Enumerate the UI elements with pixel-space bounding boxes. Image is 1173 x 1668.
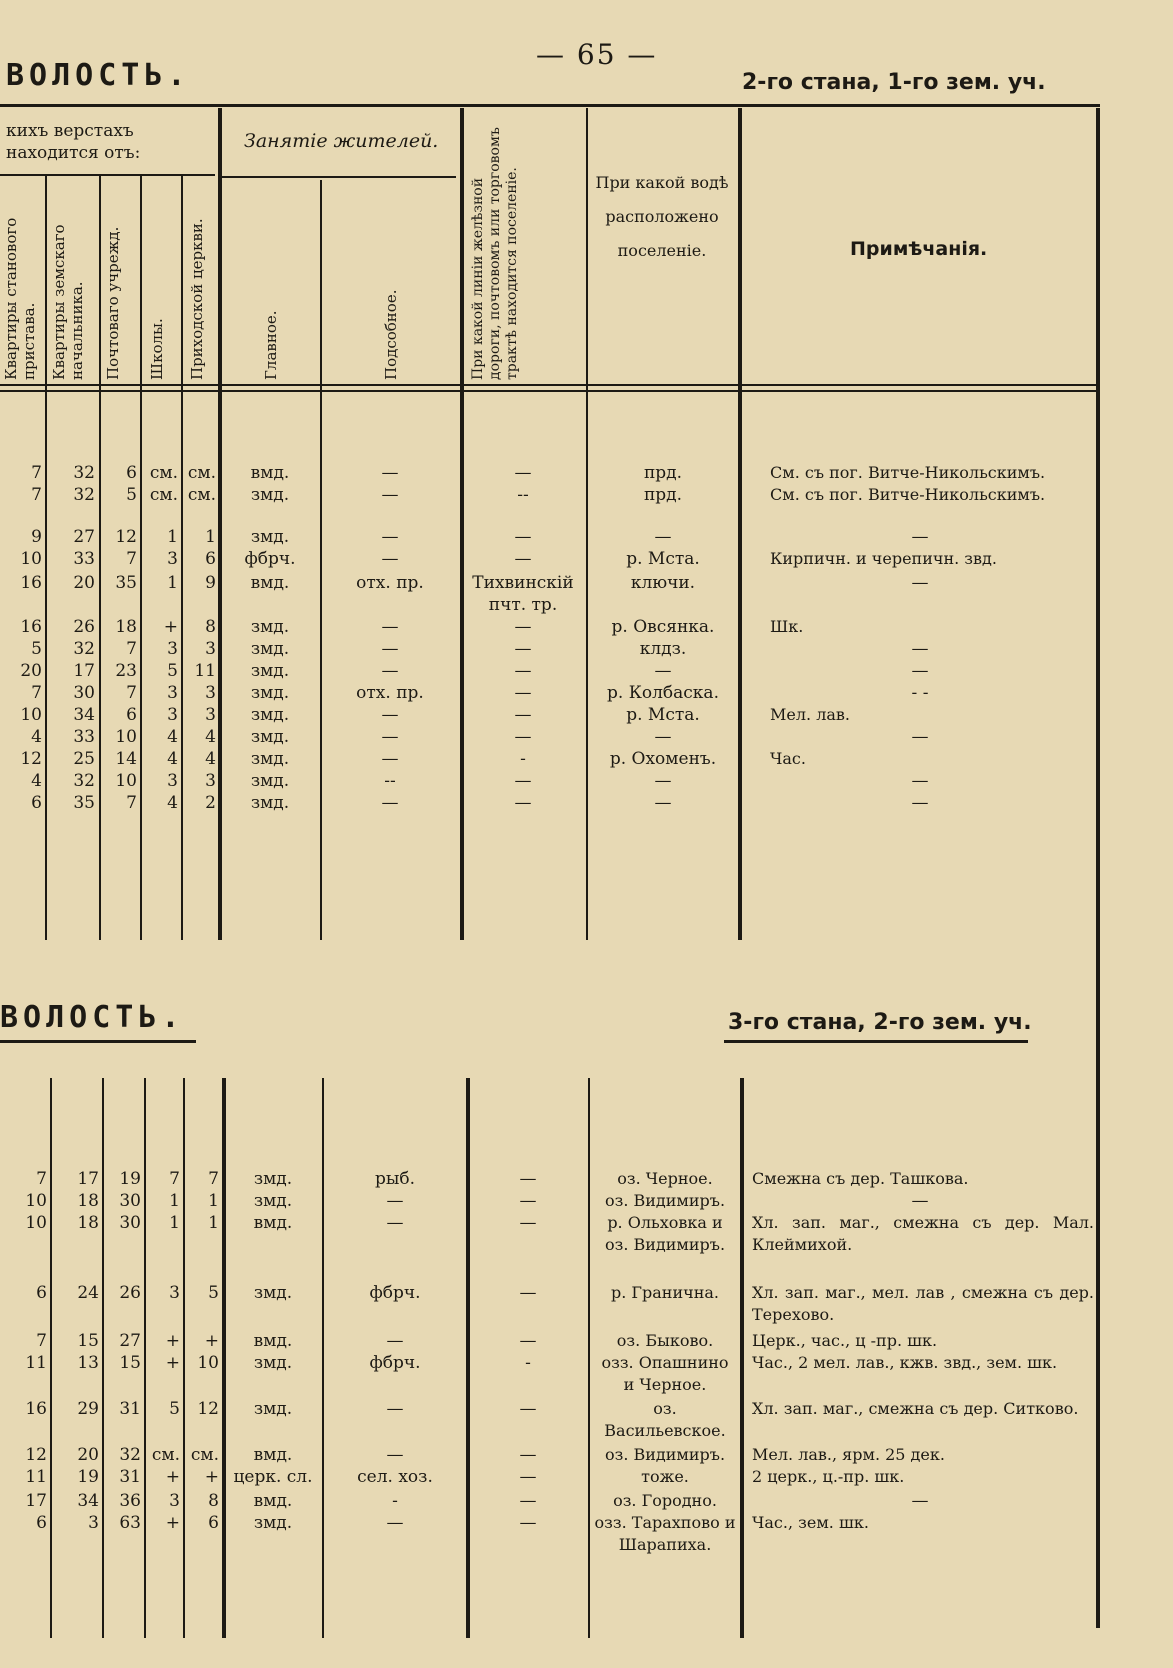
cell-stanovoy: 17 bbox=[25, 1491, 47, 1511]
cell-aux: — bbox=[381, 639, 399, 659]
cell-main: змд. bbox=[250, 683, 290, 703]
cell-post: 30 bbox=[119, 1191, 141, 1211]
cell-church: 10 bbox=[197, 1353, 219, 1373]
col-post-header: Почтоваго учрежд. bbox=[104, 226, 122, 380]
cell-school: 1 bbox=[167, 573, 178, 593]
cell-aux: — bbox=[381, 749, 399, 769]
cell-church: 1 bbox=[208, 1213, 219, 1233]
cell-main: змд. bbox=[253, 1353, 293, 1373]
cell-zemsky: 32 bbox=[73, 463, 95, 483]
cell-zemsky: 17 bbox=[77, 1169, 99, 1189]
cell-post: 36 bbox=[119, 1491, 141, 1511]
cell-water: ключи. bbox=[630, 573, 696, 593]
cell-aux: — bbox=[381, 793, 399, 813]
cell-zemsky: 27 bbox=[73, 527, 95, 547]
col-stanovoy-header: Квартиры станового пристава. bbox=[2, 217, 38, 380]
cell-stanovoy: 10 bbox=[20, 549, 42, 569]
cell-note: Хл. зап. маг., мел. лав , смежна съ дер. Терехово. bbox=[752, 1283, 1094, 1324]
cell-post: 10 bbox=[115, 771, 137, 791]
cell-aux: — bbox=[381, 527, 399, 547]
cell-post: 19 bbox=[119, 1169, 141, 1189]
cell-stanovoy: 7 bbox=[36, 1331, 47, 1351]
cell-road: — bbox=[514, 527, 532, 547]
cell-aux: сел. хоз. bbox=[357, 1467, 433, 1487]
cell-main: змд. bbox=[250, 617, 290, 637]
cell-note: Мел. лав. bbox=[770, 705, 850, 724]
cell-school: 4 bbox=[167, 727, 178, 747]
cell-road: — bbox=[514, 661, 532, 681]
cell-zemsky: 19 bbox=[77, 1467, 99, 1487]
cell-main: змд. bbox=[253, 1399, 293, 1419]
cell-note: — bbox=[911, 793, 929, 813]
cell-road: Тихвинскій пчт. тр. bbox=[472, 573, 574, 615]
cell-water: оз. Черное. bbox=[617, 1169, 713, 1188]
cell-note: Час., 2 мел. лав., кжв. звд., зем. шк. bbox=[752, 1353, 1058, 1372]
cell-school: 5 bbox=[169, 1399, 180, 1419]
vrule bbox=[460, 108, 464, 940]
cell-school: 1 bbox=[167, 527, 178, 547]
cell-aux: фбрч. bbox=[369, 1353, 421, 1373]
cell-zemsky: 32 bbox=[73, 771, 95, 791]
cell-school: 4 bbox=[167, 749, 178, 769]
cell-note: 2 церк., ц.-пр. шк. bbox=[752, 1467, 905, 1486]
section1-rule bbox=[0, 104, 1100, 107]
cell-main: змд. bbox=[253, 1283, 293, 1303]
col-school-header: Школы. bbox=[148, 318, 166, 380]
cell-stanovoy: 7 bbox=[36, 1169, 47, 1189]
cell-aux: — bbox=[381, 549, 399, 569]
cell-road: — bbox=[514, 549, 532, 569]
cell-church: 7 bbox=[208, 1169, 219, 1189]
cell-zemsky: 30 bbox=[73, 683, 95, 703]
cell-note: — bbox=[911, 727, 929, 747]
cell-church: 11 bbox=[194, 661, 216, 681]
header-bottom-rule-2 bbox=[0, 390, 1100, 392]
cell-post: 15 bbox=[119, 1353, 141, 1373]
cell-aux: -- bbox=[384, 771, 396, 791]
cell-note: Церк., час., ц -пр. шк. bbox=[752, 1331, 938, 1350]
cell-water: прд. bbox=[643, 463, 683, 483]
cell-church: 8 bbox=[205, 617, 216, 637]
cell-main: змд. bbox=[250, 661, 290, 681]
cell-water: р. Ольховка и оз. Видимиръ. bbox=[604, 1213, 726, 1254]
cell-water: озз. Опашнино и Черное. bbox=[601, 1353, 729, 1394]
cell-road: — bbox=[519, 1513, 537, 1533]
cell-church: 9 bbox=[205, 573, 216, 593]
occupation-group-title: Занятіе жителей. bbox=[244, 130, 439, 152]
cell-school: 7 bbox=[169, 1169, 180, 1189]
cell-road: — bbox=[519, 1283, 537, 1303]
cell-note: — bbox=[911, 1491, 929, 1511]
section2-title-rule bbox=[0, 1040, 196, 1043]
section2-subtitle: 3-го стана, 2-го зем. уч. bbox=[728, 1010, 1032, 1035]
cell-water: оз. Городно. bbox=[613, 1491, 717, 1510]
cell-note: Хл. зап. маг., смежна съ дер. Ситково. bbox=[752, 1399, 1079, 1418]
cell-main: змд. bbox=[253, 1191, 293, 1211]
cell-main: змд. bbox=[253, 1513, 293, 1533]
cell-water: р. Мста. bbox=[626, 549, 700, 569]
cell-church: + bbox=[204, 1467, 219, 1487]
cell-note: Кирпичн. и черепичн. звд. bbox=[770, 549, 997, 568]
section2-subtitle-rule bbox=[724, 1040, 1028, 1043]
cell-note: — bbox=[911, 573, 929, 593]
cell-stanovoy: 9 bbox=[31, 527, 42, 547]
cell-post: 7 bbox=[126, 549, 137, 569]
cell-road: — bbox=[514, 463, 532, 483]
vrule bbox=[586, 108, 588, 940]
cell-water: — bbox=[654, 727, 672, 747]
cell-note: Шк. bbox=[770, 617, 804, 636]
cell-stanovoy: 10 bbox=[25, 1213, 47, 1233]
cell-church: 3 bbox=[205, 705, 216, 725]
cell-water: оз. Быково. bbox=[616, 1331, 714, 1350]
cell-church: 3 bbox=[205, 639, 216, 659]
cell-zemsky: 20 bbox=[73, 573, 95, 593]
cell-church: 6 bbox=[208, 1513, 219, 1533]
cell-church: 4 bbox=[205, 727, 216, 747]
cell-note: — bbox=[911, 527, 929, 547]
cell-note: Час., зем. шк. bbox=[752, 1513, 869, 1532]
cell-church: 3 bbox=[205, 771, 216, 791]
cell-aux: отх. пр. bbox=[356, 573, 424, 593]
col-main-header: Главное. bbox=[262, 310, 280, 380]
vrule bbox=[45, 176, 47, 940]
cell-main: змд. bbox=[250, 639, 290, 659]
cell-school: см. bbox=[149, 463, 178, 483]
cell-note: См. съ пог. Витче-Никольскимъ. bbox=[770, 463, 1046, 482]
cell-main: змд. bbox=[250, 771, 290, 791]
cell-main: вмд. bbox=[253, 1331, 293, 1351]
cell-main: вмд. bbox=[250, 573, 290, 593]
cell-note: — bbox=[911, 661, 929, 681]
cell-post: 63 bbox=[119, 1513, 141, 1533]
cell-aux: отх. пр. bbox=[356, 683, 424, 703]
cell-school: см. bbox=[151, 1445, 180, 1465]
cell-water: р. Охоменъ. bbox=[609, 749, 717, 769]
cell-post: 23 bbox=[115, 661, 137, 681]
cell-stanovoy: 16 bbox=[20, 573, 42, 593]
cell-water: оз. Видимиръ. bbox=[604, 1191, 726, 1210]
cell-stanovoy: 11 bbox=[25, 1353, 47, 1373]
cell-water: — bbox=[654, 793, 672, 813]
cell-church: 12 bbox=[197, 1399, 219, 1419]
cell-aux: — bbox=[381, 705, 399, 725]
cell-post: 7 bbox=[126, 793, 137, 813]
cell-road: — bbox=[519, 1445, 537, 1465]
cell-stanovoy: 20 bbox=[20, 661, 42, 681]
cell-road: — bbox=[519, 1191, 537, 1211]
cell-post: 12 bbox=[115, 527, 137, 547]
cell-stanovoy: 7 bbox=[31, 463, 42, 483]
cell-note: Хл. зап. маг., смежна съ дер. Мал. Клеймихой. bbox=[752, 1213, 1094, 1254]
cell-stanovoy: 5 bbox=[31, 639, 42, 659]
cell-main: вмд. bbox=[253, 1213, 293, 1233]
cell-aux: — bbox=[381, 463, 399, 483]
cell-zemsky: 17 bbox=[73, 661, 95, 681]
cell-water: р. Мста. bbox=[626, 705, 700, 725]
cell-zemsky: 18 bbox=[77, 1213, 99, 1233]
cell-main: змд. bbox=[250, 727, 290, 747]
cell-church: 1 bbox=[205, 527, 216, 547]
vrule bbox=[218, 108, 222, 940]
cell-school: 3 bbox=[169, 1491, 180, 1511]
cell-road: — bbox=[519, 1467, 537, 1487]
cell-water: прд. bbox=[643, 485, 683, 505]
cell-aux: фбрч. bbox=[369, 1283, 421, 1303]
cell-school: 1 bbox=[169, 1191, 180, 1211]
cell-church: 6 bbox=[205, 549, 216, 569]
cell-school: + bbox=[165, 1467, 180, 1487]
cell-aux: — bbox=[381, 661, 399, 681]
cell-note: Час. bbox=[770, 749, 806, 768]
cell-aux: - bbox=[392, 1491, 398, 1511]
cell-school: 1 bbox=[169, 1213, 180, 1233]
cell-church: см. bbox=[190, 1445, 219, 1465]
cell-post: 26 bbox=[119, 1283, 141, 1303]
cell-road: — bbox=[519, 1331, 537, 1351]
cell-note: Мел. лав., ярм. 25 дек. bbox=[752, 1445, 945, 1464]
cell-church: 1 bbox=[208, 1191, 219, 1211]
cell-zemsky: 24 bbox=[77, 1283, 99, 1303]
cell-zemsky: 18 bbox=[77, 1191, 99, 1211]
cell-school: + bbox=[163, 617, 178, 637]
cell-main: змд. bbox=[253, 1169, 293, 1189]
col-aux-header: Подсобное. bbox=[382, 289, 400, 380]
cell-school: 5 bbox=[167, 661, 178, 681]
cell-church: 2 bbox=[205, 793, 216, 813]
cell-note: - - bbox=[911, 683, 929, 703]
cell-main: змд. bbox=[250, 749, 290, 769]
cell-church: 8 bbox=[208, 1491, 219, 1511]
cell-stanovoy: 10 bbox=[20, 705, 42, 725]
cell-note: Смежна съ дер. Ташкова. bbox=[752, 1169, 969, 1188]
cell-water: клдз. bbox=[639, 639, 687, 659]
cell-water: — bbox=[654, 661, 672, 681]
cell-post: 6 bbox=[126, 463, 137, 483]
cell-zemsky: 13 bbox=[77, 1353, 99, 1373]
cell-post: 10 bbox=[115, 727, 137, 747]
vrule bbox=[740, 1078, 744, 1638]
cell-post: 32 bbox=[119, 1445, 141, 1465]
cell-water: р. Колбаска. bbox=[607, 683, 719, 703]
col-notes-header: Примѣчанія. bbox=[850, 238, 988, 260]
cell-aux: — bbox=[386, 1445, 404, 1465]
cell-road: — bbox=[519, 1213, 537, 1233]
cell-zemsky: 15 bbox=[77, 1331, 99, 1351]
cell-stanovoy: 6 bbox=[36, 1513, 47, 1533]
cell-stanovoy: 4 bbox=[31, 771, 42, 791]
cell-school: 4 bbox=[167, 793, 178, 813]
cell-stanovoy: 10 bbox=[25, 1191, 47, 1211]
distance-group-title: кихъ верстахъ находится отъ: bbox=[6, 121, 141, 163]
section1-subtitle: 2-го стана, 1-го зем. уч. bbox=[742, 70, 1046, 95]
cell-road: — bbox=[514, 727, 532, 747]
cell-school: 3 bbox=[167, 639, 178, 659]
cell-post: 30 bbox=[119, 1213, 141, 1233]
cell-stanovoy: 6 bbox=[31, 793, 42, 813]
cell-road: — bbox=[514, 793, 532, 813]
cell-stanovoy: 4 bbox=[31, 727, 42, 747]
cell-aux: — bbox=[386, 1331, 404, 1351]
cell-note: — bbox=[911, 771, 929, 791]
cell-post: 5 bbox=[126, 485, 137, 505]
cell-road: — bbox=[514, 617, 532, 637]
cell-stanovoy: 6 bbox=[36, 1283, 47, 1303]
cell-school: 3 bbox=[167, 771, 178, 791]
cell-aux: — bbox=[381, 727, 399, 747]
cell-stanovoy: 16 bbox=[25, 1399, 47, 1419]
vrule bbox=[738, 108, 742, 940]
vrule bbox=[588, 1078, 590, 1638]
cell-water: озз. Тарахпово и Шарапиха. bbox=[594, 1513, 736, 1554]
vrule bbox=[322, 1078, 324, 1638]
cell-school: + bbox=[165, 1513, 180, 1533]
cell-post: 7 bbox=[126, 683, 137, 703]
cell-church: 4 bbox=[205, 749, 216, 769]
cell-stanovoy: 12 bbox=[20, 749, 42, 769]
cell-water: — bbox=[654, 527, 672, 547]
vrule bbox=[50, 1078, 52, 1638]
cell-post: 31 bbox=[119, 1399, 141, 1419]
cell-zemsky: 33 bbox=[73, 727, 95, 747]
cell-aux: — bbox=[386, 1191, 404, 1211]
col-zemsky-header: Квартиры земскаго начальника. bbox=[50, 224, 86, 380]
col-water-header: При какой водѣ расположено поселеніе. bbox=[595, 173, 729, 260]
cell-aux: — bbox=[381, 485, 399, 505]
cell-road: — bbox=[514, 639, 532, 659]
cell-aux: — bbox=[381, 617, 399, 637]
cell-aux: — bbox=[386, 1513, 404, 1533]
cell-zemsky: 33 bbox=[73, 549, 95, 569]
cell-note: — bbox=[911, 1191, 929, 1211]
cell-post: 27 bbox=[119, 1331, 141, 1351]
cell-zemsky: 3 bbox=[88, 1513, 99, 1533]
cell-stanovoy: 16 bbox=[20, 617, 42, 637]
cell-church: + bbox=[204, 1331, 219, 1351]
cell-main: вмд. bbox=[250, 463, 290, 483]
cell-water: тоже. bbox=[641, 1467, 689, 1486]
cell-church: см. bbox=[187, 463, 216, 483]
cell-main: церк. сл. bbox=[233, 1467, 313, 1487]
col-road-header: При какой линіи желѣзной дороги, почтовомъ или торговомъ трактѣ находится поселеніе. bbox=[470, 127, 520, 380]
cell-main: вмд. bbox=[253, 1445, 293, 1465]
cell-water: оз. Видимиръ. bbox=[604, 1445, 726, 1464]
cell-zemsky: 32 bbox=[73, 639, 95, 659]
cell-church: 5 bbox=[208, 1283, 219, 1303]
cell-road: - bbox=[520, 749, 526, 769]
cell-zemsky: 34 bbox=[73, 705, 95, 725]
cell-main: змд. bbox=[250, 527, 290, 547]
cell-zemsky: 32 bbox=[73, 485, 95, 505]
cell-main: змд. bbox=[250, 485, 290, 505]
cell-school: + bbox=[165, 1331, 180, 1351]
vrule-right bbox=[1096, 108, 1100, 1628]
cell-main: фбрч. bbox=[244, 549, 296, 569]
cell-road: — bbox=[514, 771, 532, 791]
cell-road: — bbox=[514, 683, 532, 703]
section1-title: ВОЛОСТЬ. bbox=[6, 58, 191, 93]
cell-road: — bbox=[519, 1169, 537, 1189]
cell-road: — bbox=[514, 705, 532, 725]
cell-school: 3 bbox=[167, 683, 178, 703]
cell-church: см. bbox=[187, 485, 216, 505]
cell-zemsky: 26 bbox=[73, 617, 95, 637]
cell-post: 7 bbox=[126, 639, 137, 659]
cell-zemsky: 20 bbox=[77, 1445, 99, 1465]
cell-aux: рыб. bbox=[374, 1169, 416, 1189]
cell-water: — bbox=[654, 771, 672, 791]
cell-aux: — bbox=[386, 1399, 404, 1419]
cell-school: 3 bbox=[167, 549, 178, 569]
cell-stanovoy: 7 bbox=[31, 683, 42, 703]
cell-main: змд. bbox=[250, 705, 290, 725]
cell-zemsky: 35 bbox=[73, 793, 95, 813]
cell-note: См. съ пог. Витче-Никольскимъ. bbox=[770, 485, 1046, 504]
cell-zemsky: 25 bbox=[73, 749, 95, 769]
cell-school: + bbox=[165, 1353, 180, 1373]
header-bottom-rule bbox=[0, 384, 1100, 386]
cell-stanovoy: 7 bbox=[31, 485, 42, 505]
cell-post: 35 bbox=[115, 573, 137, 593]
cell-road: — bbox=[519, 1399, 537, 1419]
cell-stanovoy: 11 bbox=[25, 1467, 47, 1487]
cell-main: вмд. bbox=[253, 1491, 293, 1511]
cell-note: — bbox=[911, 639, 929, 659]
cell-post: 31 bbox=[119, 1467, 141, 1487]
page-number: — 65 — bbox=[536, 38, 658, 71]
cell-school: 3 bbox=[167, 705, 178, 725]
cell-zemsky: 29 bbox=[77, 1399, 99, 1419]
cell-main: змд. bbox=[250, 793, 290, 813]
cell-stanovoy: 12 bbox=[25, 1445, 47, 1465]
cell-water: р. Овсянка. bbox=[611, 617, 715, 637]
cell-school: см. bbox=[149, 485, 178, 505]
cell-road: — bbox=[519, 1491, 537, 1511]
cell-road: - bbox=[525, 1353, 531, 1373]
cell-water: р. Гранична. bbox=[611, 1283, 719, 1302]
cell-post: 18 bbox=[115, 617, 137, 637]
cell-zemsky: 34 bbox=[77, 1491, 99, 1511]
occupation-group-rule bbox=[220, 176, 456, 178]
section2-title: ВОЛОСТЬ. bbox=[0, 1000, 185, 1035]
col-church-header: Приходской церкви. bbox=[188, 218, 206, 380]
cell-water: оз. Васильевское. bbox=[604, 1399, 726, 1440]
cell-school: 3 bbox=[169, 1283, 180, 1303]
cell-church: 3 bbox=[205, 683, 216, 703]
cell-aux: — bbox=[386, 1213, 404, 1233]
cell-road: -- bbox=[517, 485, 529, 505]
cell-post: 14 bbox=[115, 749, 137, 769]
cell-post: 6 bbox=[126, 705, 137, 725]
